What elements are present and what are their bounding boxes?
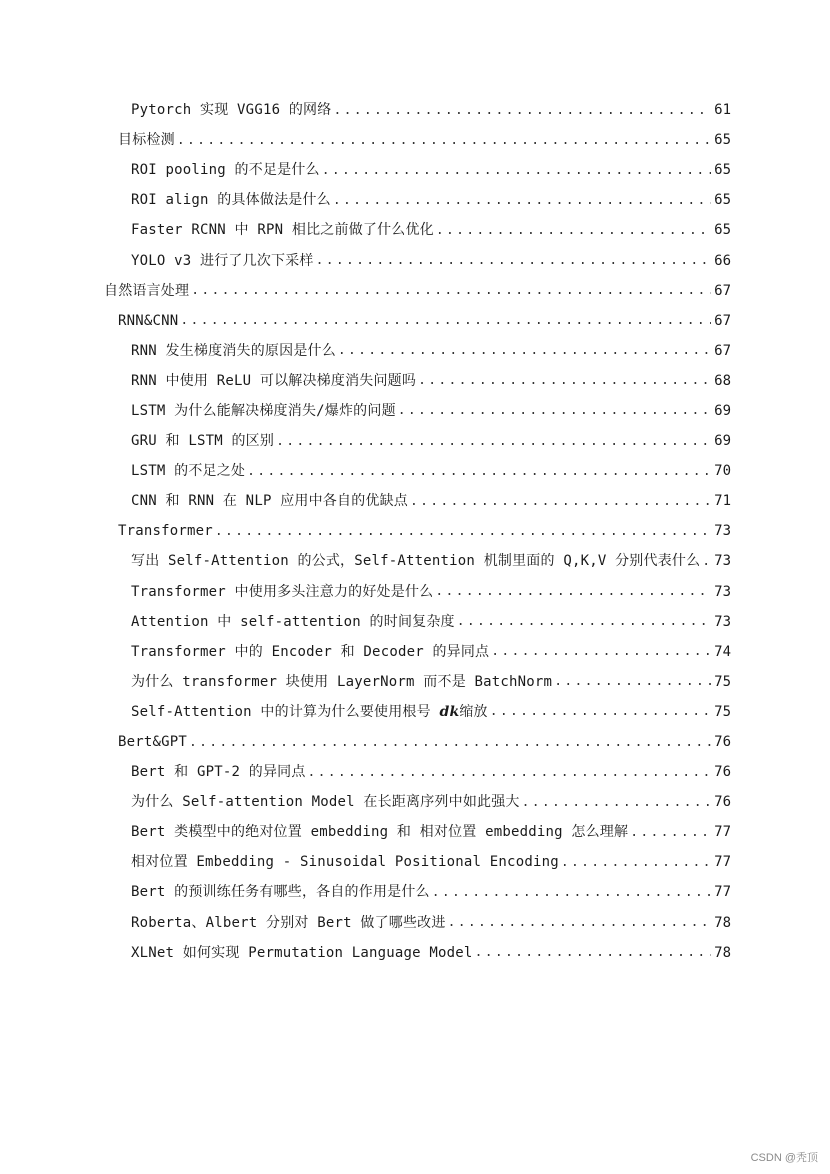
toc-entry-title <box>131 585 433 599</box>
toc-entry-title <box>131 254 314 268</box>
toc-dot-leader <box>333 194 711 207</box>
toc-entry[interactable] <box>0 607 830 637</box>
table-of-contents <box>0 95 830 968</box>
toc-entry-title-text: Bert 和 GPT-2 的异同点 <box>131 764 306 781</box>
toc-entry[interactable] <box>0 817 830 847</box>
toc-entry[interactable] <box>0 727 830 757</box>
toc-dot-leader <box>338 344 711 357</box>
toc-entry-title-text: 为什么 Self-attention Model 在长距离序列中如此强大 <box>131 794 520 811</box>
toc-dot-leader <box>276 435 711 448</box>
toc-entry[interactable] <box>0 938 830 968</box>
toc-entry-title-text: 为什么 transformer 块使用 LayerNorm 而不是 BatchNorm <box>131 673 553 690</box>
toc-entry[interactable] <box>0 245 830 275</box>
toc-entry-title <box>131 675 552 689</box>
toc-dot-leader <box>316 254 711 267</box>
toc-page-number: 73 <box>714 613 731 630</box>
toc-entry-title-text: Roberta、Albert 分别对 Bert 做了哪些改进 <box>131 914 446 931</box>
toc-page-number: 61 <box>714 102 731 119</box>
toc-page-number: 66 <box>714 252 731 269</box>
toc-entry-title-text: YOLO v3 进行了几次下采样 <box>131 252 314 269</box>
toc-entry-math: dk <box>439 703 460 720</box>
toc-entry-title <box>104 284 189 298</box>
toc-entry-title <box>131 916 446 930</box>
toc-page-number: 77 <box>714 884 731 901</box>
toc-page-number: 77 <box>714 824 731 841</box>
toc-page-number: 68 <box>714 372 731 389</box>
toc-entry-title <box>131 344 336 358</box>
toc-page-number: 67 <box>714 282 731 299</box>
toc-entry[interactable] <box>0 125 830 155</box>
toc-dot-leader <box>247 465 711 478</box>
toc-entry[interactable] <box>0 757 830 787</box>
toc-dot-leader <box>554 675 711 688</box>
toc-dot-leader <box>333 104 711 117</box>
toc-entry-title-text: 写出 Self-Attention 的公式，Self-Attention 机制里面的 Q,K,V 分别代表什么 <box>131 553 701 570</box>
toc-entry-title-text: Self-Attention 中的计算为什么要使用根号 <box>131 703 440 720</box>
toc-entry-title <box>118 524 213 538</box>
toc-dot-leader <box>180 314 711 327</box>
csdn-watermark: CSDN @秃顶 <box>750 1152 818 1164</box>
toc-entry[interactable] <box>0 95 830 125</box>
toc-entry[interactable] <box>0 456 830 486</box>
toc-entry-title-text: XLNet 如何实现 Permutation Language Model <box>131 944 473 961</box>
toc-entry-title <box>131 434 274 448</box>
toc-entry[interactable] <box>0 426 830 456</box>
toc-dot-leader <box>630 826 711 839</box>
toc-entry-title <box>131 103 331 117</box>
toc-entry[interactable] <box>0 667 830 697</box>
toc-entry[interactable] <box>0 546 830 576</box>
toc-dot-leader <box>435 585 711 598</box>
toc-page-number: 70 <box>714 463 731 480</box>
toc-entry[interactable] <box>0 486 830 516</box>
toc-dot-leader <box>215 525 711 538</box>
toc-entry[interactable] <box>0 336 830 366</box>
toc-dot-leader <box>398 404 711 417</box>
toc-dot-leader <box>418 374 711 387</box>
toc-entry-title-text: Bert&GPT <box>118 734 188 751</box>
toc-entry-title <box>118 133 175 147</box>
toc-dot-leader <box>432 886 711 899</box>
toc-entry-title <box>131 855 559 869</box>
toc-entry-title-text: Bert 的预训练任务有哪些，各自的作用是什么 <box>131 884 430 901</box>
toc-entry-title-text: RNN 中使用 ReLU 可以解决梯度消失问题吗 <box>131 372 417 389</box>
toc-entry[interactable] <box>0 577 830 607</box>
toc-entry-title <box>131 705 488 719</box>
toc-entry-title <box>118 314 178 328</box>
toc-entry-title-text: Transformer 中使用多头注意力的好处是什么 <box>131 583 434 600</box>
toc-entry-title <box>131 825 628 839</box>
toc-entry-title <box>131 645 489 659</box>
toc-entry[interactable] <box>0 877 830 907</box>
toc-entry[interactable] <box>0 908 830 938</box>
toc-entry[interactable] <box>0 215 830 245</box>
toc-page-number: 78 <box>714 944 731 961</box>
toc-entry-title <box>131 223 434 237</box>
toc-entry-title <box>131 765 306 779</box>
toc-page-number: 69 <box>714 433 731 450</box>
toc-entry-title-suffix: 缩放 <box>459 703 488 720</box>
toc-page-number: 75 <box>714 673 731 690</box>
toc-entry-title <box>131 193 331 207</box>
toc-entry-title <box>131 464 245 478</box>
toc-dot-leader <box>448 916 711 929</box>
toc-entry-title-text: 相对位置 Embedding - Sinusoidal Positional Encoding <box>131 854 559 871</box>
toc-dot-leader <box>490 705 711 718</box>
toc-page-number: 76 <box>714 764 731 781</box>
toc-entry[interactable] <box>0 787 830 817</box>
toc-entry-title <box>131 494 408 508</box>
toc-page-number: 65 <box>714 132 731 149</box>
toc-entry-title-text: Attention 中 self-attention 的时间复杂度 <box>131 613 455 630</box>
toc-entry-title-text: RNN&CNN <box>118 312 179 329</box>
toc-entry-title <box>131 946 473 960</box>
toc-page-number: 75 <box>714 703 731 720</box>
toc-entry-title-text: Transformer <box>118 523 213 540</box>
toc-dot-leader <box>702 555 711 568</box>
toc-page-number: 67 <box>714 312 731 329</box>
toc-dot-leader <box>436 224 711 237</box>
toc-entry-title <box>131 404 396 418</box>
toc-page-number: 73 <box>714 523 731 540</box>
toc-page-number: 77 <box>714 854 731 871</box>
toc-page-number: 65 <box>714 192 731 209</box>
toc-dot-leader <box>308 766 711 779</box>
toc-entry-title-text: ROI pooling 的不足是什么 <box>131 162 320 179</box>
toc-entry[interactable] <box>0 697 830 727</box>
toc-entry-title-text: Bert 类模型中的绝对位置 embedding 和 相对位置 embedding 怎么理解 <box>131 824 629 841</box>
toc-page-number: 73 <box>714 553 731 570</box>
toc-dot-leader <box>491 645 711 658</box>
toc-page-number: 76 <box>714 794 731 811</box>
toc-entry[interactable] <box>0 306 830 336</box>
toc-dot-leader <box>561 856 711 869</box>
toc-page-number: 67 <box>714 342 731 359</box>
toc-dot-leader <box>177 134 711 147</box>
toc-entry-title <box>131 615 455 629</box>
toc-entry-title-text: LSTM 的不足之处 <box>131 463 246 480</box>
toc-entry[interactable] <box>0 637 830 667</box>
toc-entry-title-text: 自然语言处理 <box>104 282 190 299</box>
toc-dot-leader <box>522 796 711 809</box>
toc-entry[interactable] <box>0 276 830 306</box>
toc-page-number: 76 <box>714 734 731 751</box>
toc-dot-leader <box>475 946 711 959</box>
toc-page-number: 78 <box>714 914 731 931</box>
toc-entry-title-text: RNN 发生梯度消失的原因是什么 <box>131 342 336 359</box>
toc-page-number: 69 <box>714 402 731 419</box>
toc-entry[interactable] <box>0 516 830 546</box>
toc-page-number: 74 <box>714 643 731 660</box>
toc-entry-title-text: CNN 和 RNN 在 NLP 应用中各自的优缺点 <box>131 493 409 510</box>
toc-page-number: 65 <box>714 162 731 179</box>
toc-entry-title-text: Pytorch 实现 VGG16 的网络 <box>131 102 332 119</box>
toc-page-number: 73 <box>714 583 731 600</box>
toc-dot-leader <box>191 284 711 297</box>
toc-entry-title-text: 目标检测 <box>118 132 175 149</box>
toc-entry[interactable] <box>0 396 830 426</box>
toc-entry[interactable] <box>0 847 830 877</box>
toc-entry-title-text: Faster RCNN 中 RPN 相比之前做了什么优化 <box>131 222 434 239</box>
toc-entry-title <box>131 795 520 809</box>
toc-entry-title <box>118 735 187 749</box>
toc-page-number: 65 <box>714 222 731 239</box>
toc-entry[interactable] <box>0 185 830 215</box>
toc-entry[interactable] <box>0 155 830 185</box>
toc-dot-leader <box>410 495 711 508</box>
toc-entry-title <box>131 885 430 899</box>
toc-entry-title-text: LSTM 为什么能解决梯度消失/爆炸的问题 <box>131 402 396 419</box>
toc-dot-leader <box>189 736 711 749</box>
toc-entry-title <box>131 374 416 388</box>
toc-entry-title <box>131 554 700 568</box>
toc-entry-title <box>131 163 320 177</box>
toc-entry-title-text: Transformer 中的 Encoder 和 Decoder 的异同点 <box>131 643 490 660</box>
toc-entry-title-text: GRU 和 LSTM 的区别 <box>131 433 275 450</box>
toc-dot-leader <box>322 164 711 177</box>
toc-entry[interactable] <box>0 366 830 396</box>
toc-entry-title-text: ROI align 的具体做法是什么 <box>131 192 331 209</box>
toc-dot-leader <box>457 615 711 628</box>
toc-page-number: 71 <box>714 493 731 510</box>
